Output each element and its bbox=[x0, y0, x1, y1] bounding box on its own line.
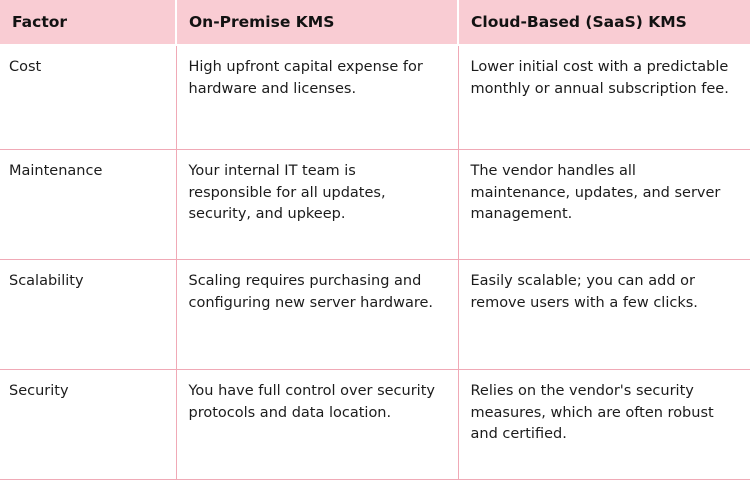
table-row bbox=[0, 260, 750, 370]
cell-factor: Maintenance bbox=[0, 150, 176, 260]
cell-cloud: Lower initial cost with a predictable monthly or annual subscription fee. bbox=[458, 45, 750, 150]
cell-factor: Security bbox=[0, 370, 176, 480]
cell-cloud: The vendor handles all maintenance, updates, and server management. bbox=[458, 150, 750, 260]
table-row bbox=[0, 150, 750, 260]
column-header-on-premise: On-Premise KMS bbox=[176, 0, 458, 45]
table-body bbox=[0, 45, 750, 480]
table-header-row bbox=[0, 0, 750, 45]
table-header bbox=[0, 0, 750, 45]
cell-on-premise: Your internal IT team is responsible for all updates, security, and upkeep. bbox=[176, 150, 458, 260]
table-row bbox=[0, 370, 750, 480]
cell-cloud: Relies on the vendor's security measures, which are often robust and certified. bbox=[458, 370, 750, 480]
column-header-factor: Factor bbox=[0, 0, 176, 45]
cell-factor: Cost bbox=[0, 45, 176, 150]
table-row bbox=[0, 45, 750, 150]
cell-on-premise: Scaling requires purchasing and configuring new server hardware. bbox=[176, 260, 458, 370]
column-header-cloud: Cloud-Based (SaaS) KMS bbox=[458, 0, 750, 45]
cell-cloud: Easily scalable; you can add or remove users with a few clicks. bbox=[458, 260, 750, 370]
cell-on-premise: You have full control over security protocols and data location. bbox=[176, 370, 458, 480]
cell-factor: Scalability bbox=[0, 260, 176, 370]
cell-on-premise: High upfront capital expense for hardware and licenses. bbox=[176, 45, 458, 150]
